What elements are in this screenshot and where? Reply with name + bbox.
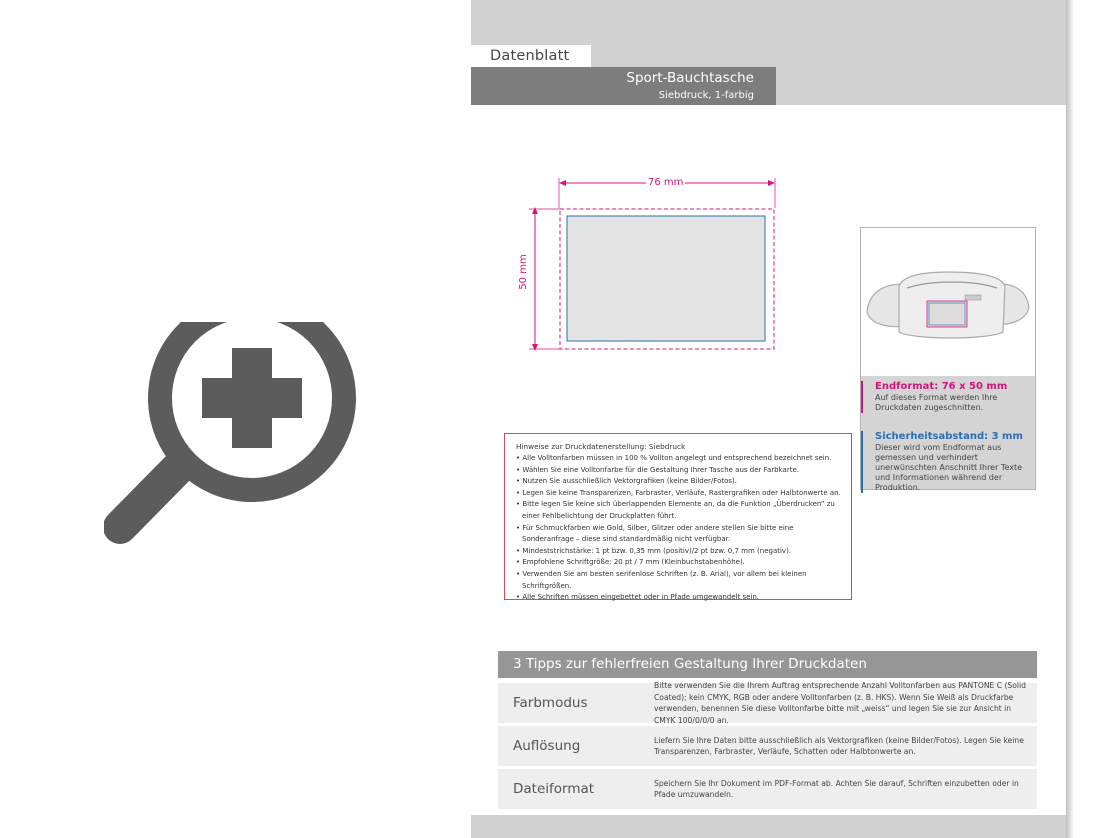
tip-label: Dateiformat — [513, 781, 595, 797]
tip-text: Liefern Sie Ihre Daten bitte ausschließlich als Vektorgrafiken (keine Bilder/Fotos). Legen Sie keine Transparenzen, Farbraster, Verläufe, Schatten oder Halbtonwerte an. — [654, 735, 1024, 756]
page-shadow — [1066, 0, 1074, 838]
list-item: • Legen Sie keine Transparenzen, Farbraster, Verläufe, Rastergrafiken oder Halbtonwerte an. — [516, 488, 841, 500]
height-arrow-bottom — [532, 344, 538, 351]
datasheet-label: Datenblatt — [471, 45, 591, 67]
list-item: • Nutzen Sie ausschließlich Vektorgrafiken (keine Bilder/Fotos). — [516, 476, 841, 488]
list-item: • Alle Volltonfarben müssen in 100 % Vollton angelegt und entsprechend bezeichnet sein. — [516, 453, 841, 465]
notes-list — [516, 453, 841, 604]
height-label: 50 mm — [518, 254, 529, 290]
width-label: 76 mm — [648, 177, 684, 188]
format-legend — [861, 376, 1035, 492]
width-arrow-right — [768, 180, 775, 186]
datasheet-page — [471, 0, 1066, 838]
product-preview — [860, 227, 1036, 490]
endformat-text: Auf dieses Format werden Ihre Druckdaten zugeschnitten. — [875, 393, 998, 412]
safe-area-text: Dieser wird vom Endformat aus gemessen und verhindert unerwünschten Anschnitt Ihrer Texte und Informationen während der Produktion. — [875, 443, 1023, 492]
tips-heading: 3 Tipps zur fehlerfreien Gestaltung Ihrer Druckdaten — [498, 651, 1037, 678]
footer-band — [471, 815, 1066, 838]
list-item: • Mindeststrichstärke: 1 pt bzw. 0,35 mm (positiv)/2 pt bzw. 0,7 mm (negativ). — [516, 546, 841, 558]
tip-row-farbmodus — [498, 683, 1037, 723]
belt-bag-image — [861, 228, 1035, 376]
list-item: • Empfohlene Schriftgröße: 20 pt / 7 mm (Kleinbuchstabenhöhe). — [516, 557, 841, 569]
notes-title: Hinweise zur Druckdatenerstellung: Siebdruck — [516, 442, 686, 451]
list-item: • Wählen Sie eine Volltonfarbe für die Gestaltung Ihrer Tasche aus der Farbkarte. — [516, 465, 841, 477]
product-title: Sport-Bauchtasche — [626, 70, 754, 86]
list-item: • Für Schmuckfarben wie Gold, Silber, Glitzer oder andere stellen Sie bitte eine Sonderanfrage – diese sind standardmäßig nicht verfügbar. — [516, 523, 841, 546]
tip-row-aufloesung — [498, 726, 1037, 766]
list-item: • Alle Schriften müssen eingebettet oder in Pfade umgewandelt sein. — [516, 592, 841, 604]
height-arrow-top — [532, 207, 538, 214]
tip-label: Auflösung — [513, 738, 581, 754]
print-notes-box — [504, 433, 852, 600]
print-area-drawing — [526, 170, 786, 360]
safe-area-title: Sicherheitsabstand: 3 mm — [875, 431, 1023, 442]
list-item: • Bitte legen Sie keine sich überlappenden Elemente an, da die Funktion „Überdrucken“ zu einer Fehlbelichtung der Druckplatten führt. — [516, 499, 841, 522]
zoom-in-icon[interactable] — [104, 322, 356, 546]
tip-text: Bitte verwenden Sie die Ihrem Auftrag entsprechende Anzahl Volltonfarben aus PANTONE C (Solid Coated); kein CMYK, RGB oder andere Volltonfarben (z. B. HKS). Wenn Sie Weiß als Druckfarbe verwenden, benennen Sie diese Volltonfarbe bitte mit „weiss“ und legen Sie sie zur Ansicht in CMYK 100/0/0/0 an. — [654, 681, 1026, 725]
endformat-title: Endformat: 76 x 50 mm — [875, 381, 1008, 392]
safe-area — [567, 216, 765, 341]
product-subtitle: Siebdruck, 1-farbig — [658, 90, 754, 101]
tip-text: Speichern Sie Ihr Dokument im PDF-Format ab. Achten Sie darauf, Schriften einzubetten oder in Pfade umzuwandeln. — [654, 778, 1019, 799]
tip-row-dateiformat — [498, 769, 1037, 809]
tip-label: Farbmodus — [513, 695, 588, 711]
endformat-legend — [861, 381, 1035, 413]
mockup-print-area — [927, 301, 967, 327]
product-title-bar — [471, 67, 776, 105]
width-arrow-left — [559, 180, 566, 186]
list-item: • Verwenden Sie am besten serifenlose Schriften (z. B. Arial), vor allem bei kleinen Schriftgrößen. — [516, 569, 841, 592]
safe-area-legend — [861, 431, 1035, 493]
